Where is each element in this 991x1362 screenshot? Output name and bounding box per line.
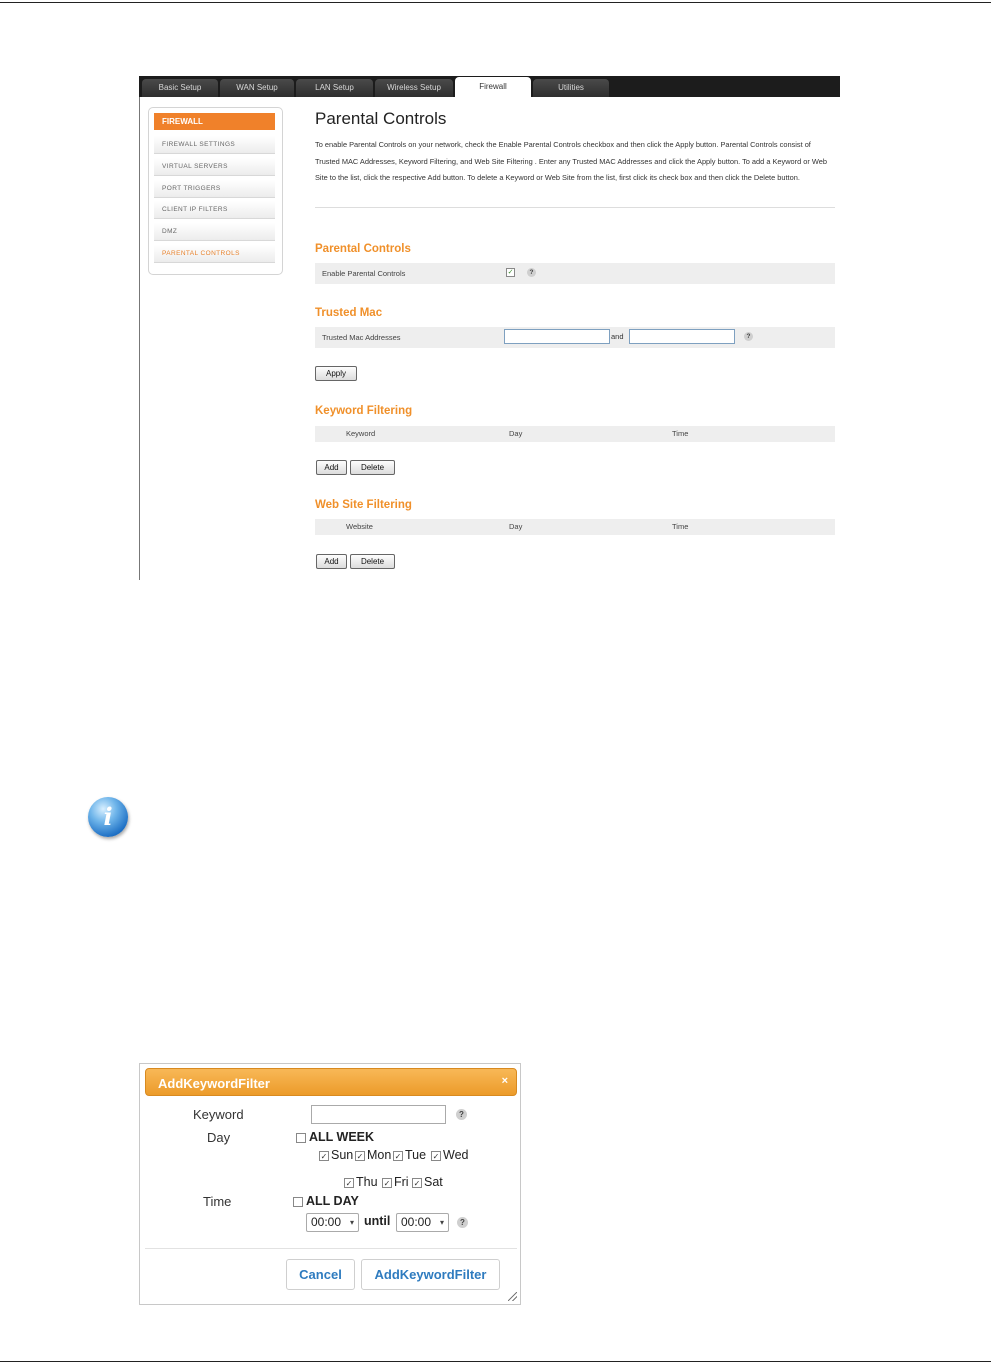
enable-parental-checkbox[interactable]: ✓ — [507, 269, 514, 276]
column-header-time: Time — [672, 522, 689, 531]
chevron-down-icon: ▾ — [439, 1218, 444, 1227]
website-filtering-section-title: Web Site Filtering — [315, 499, 412, 511]
mon-label: Mon — [367, 1148, 392, 1162]
chevron-down-icon: ▾ — [349, 1218, 354, 1227]
sun-checkbox[interactable]: ✓ — [320, 1152, 328, 1161]
tab-utilities[interactable]: Utilities — [533, 79, 609, 97]
parental-controls-section-title: Parental Controls — [315, 243, 411, 255]
sun-label: Sun — [331, 1148, 354, 1162]
trusted-mac-input-2[interactable] — [629, 329, 735, 344]
website-table-header — [315, 519, 835, 535]
top-page-rule — [0, 2, 991, 3]
to-time-value: 00:00 — [401, 1215, 432, 1229]
firewall-sidebar — [148, 107, 283, 275]
sidebar-item-port-triggers[interactable]: PORT TRIGGERS — [154, 180, 275, 198]
column-header-day: Day — [509, 522, 523, 531]
sidebar-item-firewall-settings[interactable]: FIREWALL SETTINGS — [154, 136, 275, 154]
mon-checkbox[interactable]: ✓ — [356, 1152, 364, 1161]
and-label: and — [611, 332, 624, 341]
tue-checkbox[interactable]: ✓ — [394, 1152, 402, 1161]
sidebar-item-client-ip-filters[interactable]: CLIENT IP FILTERS — [154, 201, 275, 219]
close-icon[interactable]: × — [501, 1075, 508, 1087]
dialog-footer-divider — [145, 1248, 517, 1249]
wed-label: Wed — [443, 1148, 469, 1162]
apply-button[interactable]: Apply — [315, 366, 357, 381]
screenshot-border — [139, 97, 140, 580]
keyword-input[interactable] — [311, 1105, 446, 1124]
help-icon[interactable]: ? — [456, 1109, 467, 1120]
sidebar-heading: FIREWALL — [154, 113, 275, 130]
to-time-select[interactable] — [396, 1213, 449, 1232]
from-time-value: 00:00 — [311, 1215, 342, 1229]
column-header-time: Time — [672, 429, 689, 438]
add-keyword-filter-dialog — [139, 1063, 521, 1305]
time-label: Time — [203, 1194, 232, 1209]
add-keyword-filter-button[interactable]: AddKeywordFilter — [361, 1259, 500, 1290]
column-header-keyword: Keyword — [346, 429, 376, 438]
column-header-website: Website — [346, 522, 373, 531]
trusted-mac-section-title: Trusted Mac — [315, 307, 383, 319]
trusted-mac-label: Trusted Mac Addresses — [322, 333, 401, 342]
info-icon: i — [88, 797, 128, 837]
dialog-title: AddKeywordFilter — [158, 1076, 270, 1091]
sidebar-item-dmz[interactable]: DMZ — [154, 223, 275, 241]
intro-divider — [315, 207, 835, 208]
sat-checkbox[interactable]: ✓ — [413, 1179, 421, 1188]
all-day-label: ALL DAY — [306, 1194, 359, 1208]
tab-lan-setup[interactable]: LAN Setup — [296, 79, 373, 97]
all-day-checkbox[interactable] — [293, 1197, 303, 1207]
help-icon[interactable]: ? — [457, 1217, 468, 1228]
cancel-button[interactable]: Cancel — [286, 1259, 355, 1290]
trusted-mac-row — [315, 327, 835, 348]
enable-parental-label: Enable Parental Controls — [322, 269, 406, 278]
keyword-label: Keyword — [193, 1107, 244, 1122]
keyword-delete-button[interactable]: Delete — [350, 460, 395, 475]
help-icon[interactable]: ? — [527, 268, 536, 277]
tab-bar — [139, 76, 840, 97]
page-intro: To enable Parental Controls on your network, check the Enable Parental Controls checkbox and then click the Apply button. Parental Controls consist of Trusted MAC Addresses, Keyword Filtering, and Web Site Filtering . Enter any Trusted MAC Addresses and click the Apply button. To add a Keyword or Web Site to the list, click the respective Add button. To delete a Keyword or Web Site from the list, first click its check box and then click the Delete button. — [315, 140, 827, 182]
from-time-select[interactable] — [306, 1213, 359, 1232]
tab-basic-setup[interactable]: Basic Setup — [142, 79, 218, 97]
wed-checkbox[interactable]: ✓ — [432, 1152, 440, 1161]
help-icon[interactable]: ? — [744, 332, 753, 341]
sat-label: Sat — [424, 1175, 443, 1189]
all-week-checkbox[interactable] — [296, 1133, 306, 1143]
router-screenshot — [139, 76, 840, 580]
thu-label: Thu — [356, 1175, 378, 1189]
keyword-filtering-section-title: Keyword Filtering — [315, 405, 413, 417]
page-title: Parental Controls — [315, 109, 447, 128]
tue-label: Tue — [405, 1148, 427, 1162]
website-delete-button[interactable]: Delete — [350, 554, 395, 569]
column-header-day: Day — [509, 429, 523, 438]
thu-checkbox[interactable]: ✓ — [345, 1179, 353, 1188]
sidebar-item-parental-controls[interactable]: PARENTAL CONTROLS — [154, 245, 275, 263]
sidebar-item-virtual-servers[interactable]: VIRTUAL SERVERS — [154, 158, 275, 176]
tab-wireless-setup[interactable]: Wireless Setup — [375, 79, 453, 97]
trusted-mac-input-1[interactable] — [504, 329, 610, 344]
all-week-label: ALL WEEK — [309, 1130, 375, 1144]
keyword-table-header — [315, 426, 835, 442]
keyword-add-button[interactable]: Add — [316, 460, 347, 475]
enable-parental-row — [315, 263, 835, 284]
website-add-button[interactable]: Add — [316, 554, 347, 569]
resize-grip-icon[interactable] — [508, 1292, 517, 1301]
dialog-header — [145, 1068, 517, 1096]
tab-firewall[interactable]: Firewall — [455, 77, 531, 97]
day-label: Day — [207, 1130, 231, 1145]
tab-wan-setup[interactable]: WAN Setup — [220, 79, 294, 97]
fri-checkbox[interactable]: ✓ — [383, 1179, 391, 1188]
fri-label: Fri — [394, 1175, 409, 1189]
until-label: until — [364, 1214, 391, 1228]
